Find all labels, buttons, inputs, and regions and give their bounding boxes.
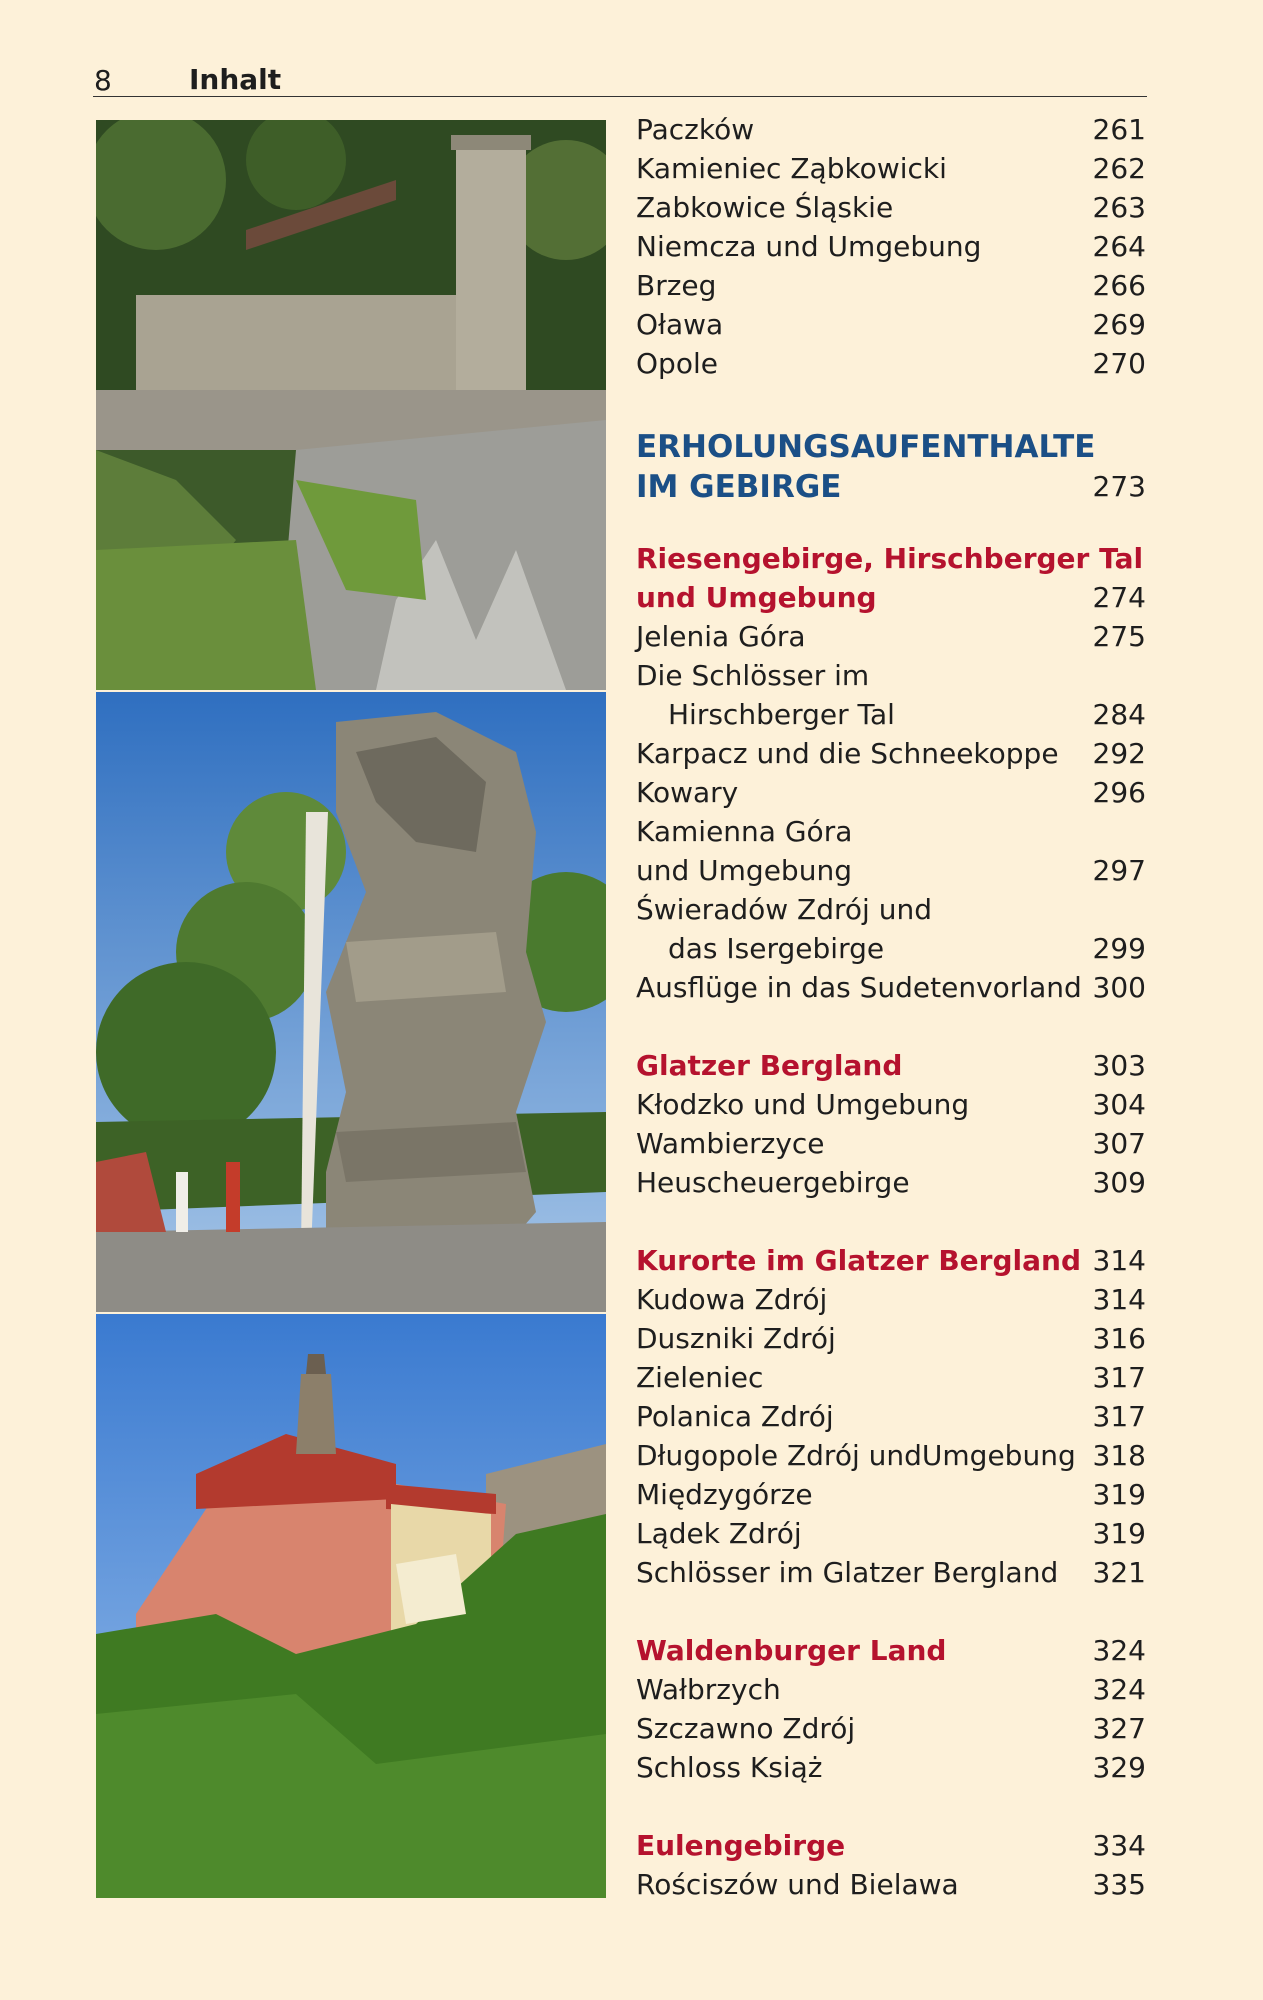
section-heading: und Umgebung 274 xyxy=(636,581,1146,614)
page-title: Inhalt xyxy=(189,63,282,96)
toc-entry: Kudowa Zdrój 314 xyxy=(636,1283,1146,1316)
toc-entry: Międzygórze 319 xyxy=(636,1478,1146,1511)
page-header xyxy=(93,60,1147,97)
toc-entry: Długopole Zdrój undUmgebung 318 xyxy=(636,1439,1146,1472)
toc-entry: das Isergebirge 299 xyxy=(668,932,1146,965)
part-heading: ERHOLUNGSAUFENTHALTE xyxy=(636,429,1096,465)
toc-entry: Szczawno Zdrój 327 xyxy=(636,1712,1146,1745)
palace-photo xyxy=(96,1314,606,1898)
toc-entry: Hirschberger Tal 284 xyxy=(668,698,1146,731)
toc-entry: Duszniki Zdrój 316 xyxy=(636,1322,1146,1355)
toc-entry: Paczków 261 xyxy=(636,113,1146,146)
toc-entry: Jelenia Góra 275 xyxy=(636,620,1146,653)
toc-page: 273 xyxy=(1092,470,1146,503)
part-heading: IM GEBIRGE 273 xyxy=(636,469,1146,505)
toc-entry: Die Schlösser im xyxy=(636,659,870,692)
toc-entry: Heuscheuergebirge 309 xyxy=(636,1166,1146,1199)
toc-entry: Kamieniec Ząbkowicki 262 xyxy=(636,152,1146,185)
toc-entry: Zieleniec 317 xyxy=(636,1361,1146,1394)
toc-entry: Oława 269 xyxy=(636,308,1146,341)
section-heading: Kurorte im Glatzer Bergland 314 xyxy=(636,1244,1146,1277)
toc-entry: Kowary 296 xyxy=(636,776,1146,809)
rock-formation-photo xyxy=(96,692,606,1312)
toc-entry: Wambierzyce 307 xyxy=(636,1127,1146,1160)
section-heading: Eulengebirge 334 xyxy=(636,1829,1146,1862)
toc-entry: Rościszów und Bielawa 335 xyxy=(636,1868,1146,1901)
toc-entry: Niemcza und Umgebung 264 xyxy=(636,230,1146,263)
toc-entry: Opole 270 xyxy=(636,347,1146,380)
toc-entry: Świeradów Zdrój und xyxy=(636,893,932,926)
toc-entry: Zabkowice Śląskie 263 xyxy=(636,191,1146,224)
toc-entry: Schlösser im Glatzer Bergland 321 xyxy=(636,1556,1146,1589)
toc-entry: Ausflüge in das Sudetenvorland 300 xyxy=(636,971,1146,1004)
toc-entry: Brzeg 266 xyxy=(636,269,1146,302)
section-heading: Waldenburger Land 324 xyxy=(636,1634,1146,1667)
toc-entry: Kamienna Góra xyxy=(636,815,853,848)
toc-entry: Lądek Zdrój 319 xyxy=(636,1517,1146,1550)
toc-entry: Kłodzko und Umgebung 304 xyxy=(636,1088,1146,1121)
castle-ruin-photo xyxy=(96,120,606,690)
toc-entry: Polanica Zdrój 317 xyxy=(636,1400,1146,1433)
page-number: 8 xyxy=(94,64,112,97)
toc-entry: und Umgebung 297 xyxy=(636,854,1146,887)
table-of-contents xyxy=(636,110,1146,1904)
toc-entry: Wałbrzych 324 xyxy=(636,1673,1146,1706)
photo-column xyxy=(96,120,606,1898)
section-heading: Glatzer Bergland 303 xyxy=(636,1049,1146,1082)
toc-entry: Schloss Książ 329 xyxy=(636,1751,1146,1784)
toc-entry: Karpacz und die Schneekoppe 292 xyxy=(636,737,1146,770)
section-heading: Riesengebirge, Hirschberger Tal xyxy=(636,542,1144,575)
